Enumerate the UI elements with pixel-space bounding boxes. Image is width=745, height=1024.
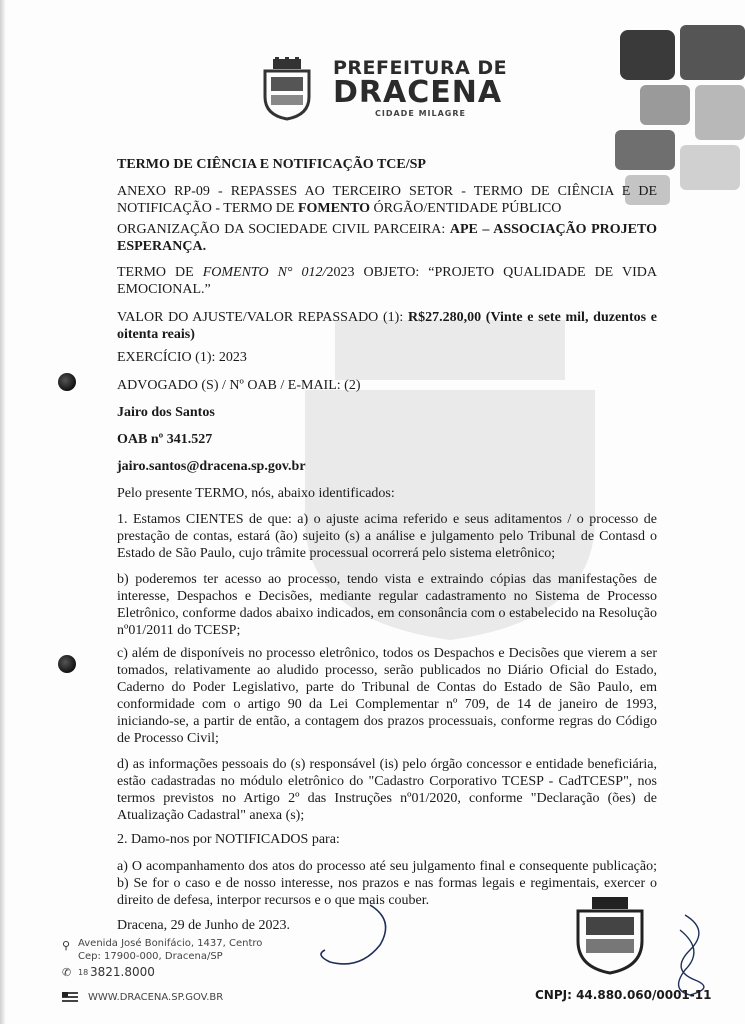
location-pin-icon: ⚲ [62, 939, 71, 952]
website-link[interactable]: WWW.DRACENA.SP.GOV.BR [88, 992, 224, 1003]
address-line-2: Cep: 17900-000, Dracena/SP [78, 951, 223, 962]
advogado-name: Jairo dos Santos [117, 405, 215, 420]
annex-paragraph: ANEXO RP-09 - REPASSES AO TERCEIRO SETOR - TERMO DE CIÊNCIA E DE NOTIFICAÇÃO - TERMO DE FOMENTO ÓRGÃO/ENTIDADE PÚBLICO [117, 184, 657, 216]
flag-icon [62, 992, 78, 1002]
intro-line: Pelo presente TERMO, nós, abaixo identificados: [117, 486, 395, 501]
phone-prefix: 18 [78, 968, 89, 977]
scan-edge [0, 0, 6, 1024]
termo-paragraph: TERMO DE FOMENTO N° 012/2023 OBJETO: “PROJETO QUALIDADE DE VIDA EMOCIONAL.” [117, 265, 658, 297]
advogado-email: jairo.santos@dracena.sp.gov.br [117, 459, 306, 474]
initials-signature [655, 910, 725, 1000]
punch-hole [58, 655, 76, 673]
paragraph-d: d) as informações pessoais do (s) responsável (is) pelo órgão concessor e entidade beneficiária, estão cadastradas no módulo eletrônico do "Cadastro Corporativo TCESP - CadTCESP", nos termos previstos no Artigo 2º das Instruções nº01/2020, conforme "Declaração (ões) de Atualização Cadastral" anexa (s); [117, 757, 657, 823]
header [255, 55, 515, 125]
date-line: Dracena, 29 de Junho de 2023. [117, 918, 291, 933]
signature [300, 900, 420, 980]
seal-stamp [570, 895, 650, 975]
organization-paragraph: ORGANIZAÇÃO DA SOCIEDADE CIVIL PARCEIRA: APE – ASSOCIAÇÃO PROJETO ESPERANÇA. [117, 222, 657, 254]
paragraph-c: c) além de disponíveis no processo eletrônico, todos os Despachos e Decisões que vierem a ser tomados, relativamente ao aludido processo, serão publicados no Diário Oficial do Estado, Caderno do Poder Legislativo, parte do Tribunal de Contas do Estado de São Paulo, em conformidade com o artigo 90 da Lei Complementar nº 709, de 14 de janeiro de 1993, iniciando-se, a partir de então, a contagem dos prazos processuais, conforme regras do Código de Processo Civil; [117, 646, 657, 746]
phone-number: 3821.8000 [90, 965, 155, 979]
brand-tagline: CIDADE MILAGRE [375, 109, 466, 118]
exercicio-line: EXERCÍCIO (1): 2023 [117, 350, 247, 365]
brand-top: PREFEITURA DE [333, 57, 508, 79]
document-title: TERMO DE CIÊNCIA E NOTIFICAÇÃO TCE/SP [117, 157, 426, 172]
address-line-1: Avenida José Bonifácio, 1437, Centro [78, 938, 263, 949]
advogado-label: ADVOGADO (S) / Nº OAB / E-MAIL: (2) [117, 378, 361, 393]
punch-hole [58, 373, 76, 391]
paragraph-2: 2. Damo-nos por NOTIFICADOS para: [117, 832, 340, 847]
brand-name: DRACENA [333, 75, 503, 110]
phone-icon: ✆ [62, 966, 72, 979]
valor-paragraph: VALOR DO AJUSTE/VALOR REPASSADO (1): R$27.280,00 (Vinte e sete mil, duzentos e oitenta reais) [117, 310, 657, 342]
paragraph-b: b) poderemos ter acesso ao processo, tendo vista e extraindo cópias das manifestações de interesse, Despachos e Decisões, mediante regular cadastramento no Sistema de Processo Eletrônico, conforme dados abaixo indicados, em consonância com o estabelecido na Resolução nº01/2011 do TCESP; [117, 572, 657, 638]
paragraph-2a: a) O acompanhamento dos atos do processo até seu julgamento final e consequente publicação; b) Se for o caso e de nosso interesse, nos prazos e nas formas legais e regimentais, exercer o direito de defesa, interpor recursos e o que mais couber. [117, 859, 657, 908]
crest-icon [255, 57, 319, 121]
cnpj: CNPJ: 44.880.060/0001-11 [535, 988, 712, 1002]
oab-number: OAB nº 341.527 [117, 432, 213, 447]
paragraph-1: 1. Estamos CIENTES de que: a) o ajuste acima referido e seus aditamentos / o processo de prestação de contas, estará (ão) sujeito (s) a análise e julgamento pelo Tribunal de Contasd o Estado de São Paulo, cujo trâmite processual ocorrerá pelo sistema eletrônico; [117, 512, 657, 561]
